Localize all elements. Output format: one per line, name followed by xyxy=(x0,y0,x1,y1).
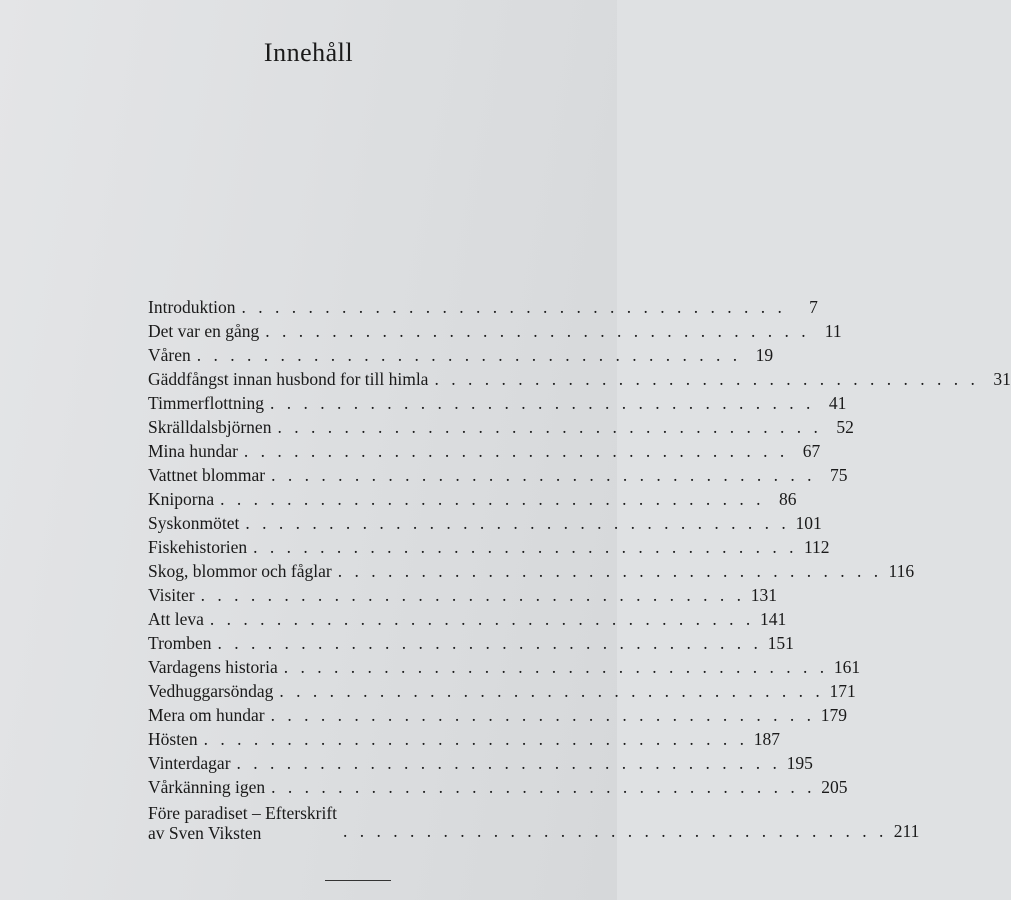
toc-entry xyxy=(148,751,813,775)
dot-leader: . . . . . . . . . . . . . . . . . . . . . . . . . . . . . . . . . xyxy=(270,705,816,725)
toc-entry-page: 161 xyxy=(833,657,861,677)
toc-entry xyxy=(148,655,861,679)
page-title: Innehåll xyxy=(263,38,354,67)
toc-entry-label-line2: av Sven Viksten xyxy=(148,823,262,843)
toc-entry-page: 112 xyxy=(803,537,830,557)
toc-entry xyxy=(148,559,915,583)
toc-entry xyxy=(148,319,842,343)
toc-entry-page: 52 xyxy=(836,417,854,437)
dot-leader: . . . . . . . . . . . . . . . . . . . . . . . . . . . . . . . . . xyxy=(265,321,810,341)
dot-leader: . . . . . . . . . . . . . . . . . . . . . . . . . . . . . . . . . xyxy=(343,821,888,841)
toc-entry-label: Introduktion xyxy=(148,297,236,317)
toc-entry-page: 151 xyxy=(767,633,794,653)
toc-entry-label: Gäddfångst innan husbond for till himla xyxy=(148,369,429,389)
dot-leader: . . . . . . . . . . . . . . . . . . . . . . . . . . . . . . . . . xyxy=(279,681,824,701)
toc-entry-page: 179 xyxy=(820,705,848,725)
toc-entry xyxy=(148,463,848,487)
toc-entry-page: 141 xyxy=(760,609,787,629)
toc-entry-page: 75 xyxy=(830,465,848,485)
toc-entry xyxy=(148,727,780,751)
toc-entry-multiline xyxy=(148,799,920,843)
dot-leader: . . . . . . . . . . . . . . . . . . . . . . . . . . . . . . . . . xyxy=(241,297,786,317)
toc-entry xyxy=(148,775,848,799)
decorative-rule xyxy=(325,880,391,881)
toc-entry-page: 19 xyxy=(755,345,774,365)
toc-entry-page: 195 xyxy=(786,753,813,773)
toc-entry xyxy=(148,535,830,559)
toc-entry-label: Visiter xyxy=(148,585,195,605)
toc-entry-label: Vårkänning igen xyxy=(148,777,266,797)
dot-leader: . . . . . . . . . . . . . . . . . . . . . . . . . . . . . . . . . xyxy=(434,369,979,389)
toc-entry-label: Mera om hundar xyxy=(148,705,265,725)
toc-entry xyxy=(148,631,794,655)
toc-entry xyxy=(148,679,856,703)
toc-entry-label xyxy=(148,803,337,843)
dot-leader: . . . . . . . . . . . . . . . . . . . . . . . . . . . . . . . . . xyxy=(277,417,822,437)
toc-entry-page: 205 xyxy=(821,777,848,797)
toc-entry-label: Vedhuggarsöndag xyxy=(148,681,274,701)
toc-entry-label: Vinterdagar xyxy=(148,753,231,773)
dot-leader: . . . . . . . . . . . . . . . . . . . . . . . . . . . . . . . . . xyxy=(220,489,765,509)
dot-leader: . . . . . . . . . . . . . . . . . . . . . . . . . . . . . . . . . xyxy=(200,585,745,605)
toc-entry-label: Skog, blommor och fåglar xyxy=(148,561,332,581)
toc-entry xyxy=(148,583,777,607)
toc-entry xyxy=(148,607,787,631)
toc-entry xyxy=(148,367,1011,391)
toc-entry-page: 7 xyxy=(809,297,818,317)
dot-leader: . . . . . . . . . . . . . . . . . . . . . . . . . . . . . . . . . xyxy=(217,633,762,653)
dot-leader: . . . . . . . . . . . . . . . . . . . . . . . . . . . . . . . . . xyxy=(236,753,781,773)
toc-entry-page: 211 xyxy=(893,821,920,841)
toc-entry-label: Tromben xyxy=(148,633,212,653)
toc-entry-page: 101 xyxy=(795,513,822,533)
dot-leader: . . . . . . . . . . . . . . . . . . . . . . . . . . . . . . . . . xyxy=(253,537,798,557)
toc-entry-page: 187 xyxy=(753,729,780,749)
toc-entry xyxy=(148,415,854,439)
toc-entry xyxy=(148,511,822,535)
toc-entry xyxy=(148,343,774,367)
toc-entry-label-line1: Före paradiset – Efterskrift xyxy=(148,803,338,823)
dot-leader: . . . . . . . . . . . . . . . . . . . . . . . . . . . . . . . . . xyxy=(270,393,815,413)
toc-entry-label: Syskonmötet xyxy=(148,513,240,533)
toc-entry xyxy=(148,295,818,319)
dot-leader: . . . . . . . . . . . . . . . . . . . . . . . . . . . . . . . . . xyxy=(271,777,816,797)
dot-leader: . . . . . . . . . . . . . . . . . . . . . . . . . . . . . . . . . xyxy=(245,513,790,533)
toc-entry-label: Timmerflottning xyxy=(148,393,265,413)
dot-leader: . . . . . . . . . . . . . . . . . . . . . . . . . . . . . . . . . xyxy=(203,729,748,749)
dot-leader: . . . . . . . . . . . . . . . . . . . . . . . . . . . . . . . . . xyxy=(283,657,829,677)
toc-entry-label: Våren xyxy=(148,345,191,365)
toc-entry xyxy=(148,703,848,727)
toc-entry-page: 116 xyxy=(888,561,915,581)
toc-entry-label: Kniporna xyxy=(148,489,215,509)
toc-entry-label: Skrälldalsbjörnen xyxy=(148,417,272,437)
toc-entry-label: Fiskehistorien xyxy=(148,537,248,557)
dot-leader: . . . . . . . . . . . . . . . . . . . . . . . . . . . . . . . . . xyxy=(271,465,816,485)
table-of-contents xyxy=(148,295,1011,843)
toc-entry-page: 86 xyxy=(778,489,797,509)
toc-entry-page: 11 xyxy=(824,321,842,341)
toc-entry xyxy=(148,487,797,511)
toc-entry-label: Det var en gång xyxy=(148,321,260,341)
toc-entry-page: 171 xyxy=(829,681,856,701)
toc-entry-label: Vattnet blommar xyxy=(148,465,266,485)
toc-entry xyxy=(148,439,821,463)
toc-entry-page: 41 xyxy=(828,393,847,413)
dot-leader: . . . . . . . . . . . . . . . . . . . . . . . . . . . . . . . . . xyxy=(196,345,742,365)
toc-entry-label: Vardagens historia xyxy=(148,657,278,677)
dot-leader: . . . . . . . . . . . . . . . . . . . . . . . . . . . . . . . . . xyxy=(209,609,755,629)
toc-entry-page: 131 xyxy=(750,585,777,605)
toc-entry xyxy=(148,391,847,415)
toc-entry-page: 31 xyxy=(993,369,1011,389)
dot-leader: . . . . . . . . . . . . . . . . . . . . . . . . . . . . . . . . . xyxy=(337,561,883,581)
toc-entry-label: Mina hundar xyxy=(148,441,238,461)
toc-entry-label: Att leva xyxy=(148,609,204,629)
toc-entry-page: 67 xyxy=(802,441,821,461)
dot-leader: . . . . . . . . . . . . . . . . . . . . . . . . . . . . . . . . . xyxy=(243,441,789,461)
toc-entry-label: Hösten xyxy=(148,729,198,749)
